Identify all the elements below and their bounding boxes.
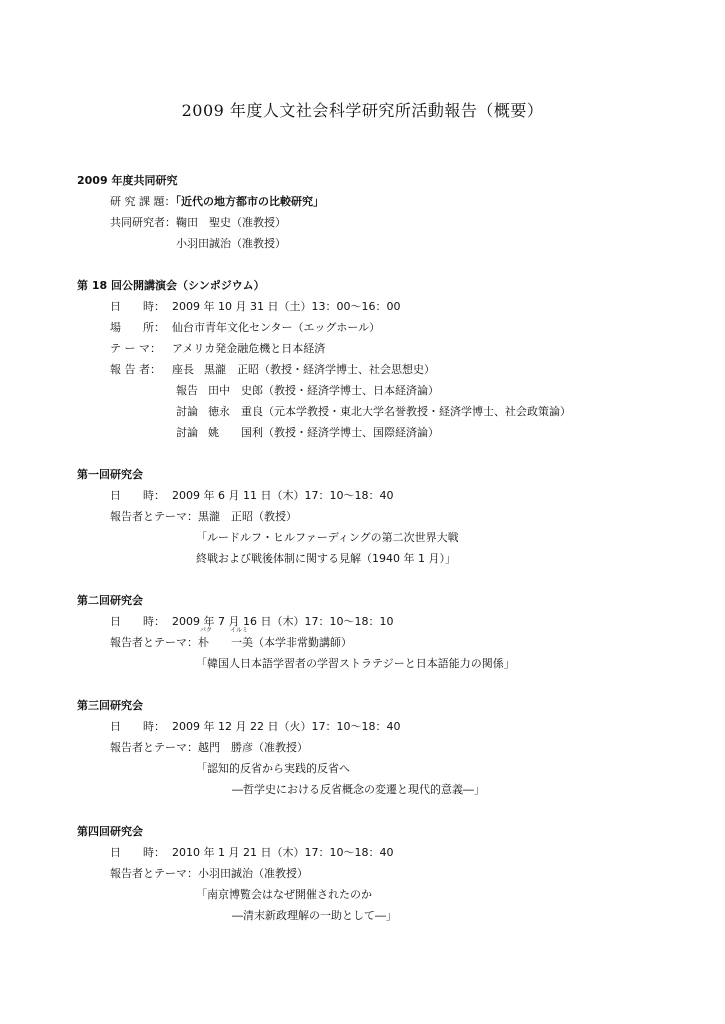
meeting-1-reporter-row xyxy=(110,508,297,524)
reporter-description: （教授・経済学博士、日本経済論） xyxy=(263,384,439,397)
meeting-2-reporter-role: （本学非常勤講師） xyxy=(253,636,352,649)
symposium-reporter-row xyxy=(176,382,439,398)
section-heading-meeting-4: 第四回研究会 xyxy=(77,825,143,838)
meeting-3-theme-line-1: 「認知的反省から実践的反省へ xyxy=(196,762,350,775)
meeting-1-reporter: 黒瀧 正昭（教授） xyxy=(198,510,297,523)
joint-researcher-2: 小羽田誠治（准教授） xyxy=(176,237,286,250)
meeting-4-theme-line-2: ―清末新政理解の一助として―」 xyxy=(232,909,397,922)
meeting-4-theme-line-1: 「南京博覧会はなぜ開催されたのか xyxy=(196,888,372,901)
reporter-description: （元本学教授・東北大学名誉教授・経済学博士、社会政策論） xyxy=(263,405,571,418)
symposium-reporter-row xyxy=(176,424,439,440)
joint-topic: 「近代の地方都市の比較研究」 xyxy=(175,195,324,208)
symposium-date-label: 日 時： xyxy=(110,300,165,313)
joint-topic-row xyxy=(110,193,324,209)
meeting-2-date: 2009 年 7 月 16 日（木）17：10〜18：10 xyxy=(172,615,394,628)
reporter-role: 報告 xyxy=(176,384,198,397)
meeting-4-date-row xyxy=(110,844,393,860)
meeting-1-reporter-label: 報告者とテーマ： xyxy=(110,510,198,523)
meeting-3-reporter: 越門 勝彦（准教授） xyxy=(198,741,308,754)
section-heading-symposium: 第 18 回公開講演会（シンポジウム） xyxy=(77,279,265,292)
section-heading-joint-research: 2009 年度共同研究 xyxy=(77,174,178,187)
meeting-4-reporter-row xyxy=(110,865,308,881)
section-heading-meeting-1: 第一回研究会 xyxy=(77,468,143,481)
symposium-reporter-row xyxy=(110,361,435,377)
meeting-4-reporter-label: 報告者とテーマ： xyxy=(110,867,198,880)
meeting-4-reporter: 小羽田誠治（准教授） xyxy=(198,867,308,880)
reporter-name: 黒瀧 正昭 xyxy=(204,363,259,376)
section-heading-meeting-3: 第三回研究会 xyxy=(77,699,143,712)
symposium-theme: アメリカ発金融危機と日本経済 xyxy=(172,342,326,355)
meeting-3-date-label: 日 時： xyxy=(110,720,165,733)
meeting-1-date-row xyxy=(110,487,393,503)
reporter-name: 田中 史郎 xyxy=(208,384,263,397)
meeting-4-date: 2010 年 1 月 21 日（木）17：10〜18：40 xyxy=(172,846,394,859)
meeting-2-date-row xyxy=(110,613,393,629)
meeting-2-date-label: 日 時： xyxy=(110,615,165,628)
reporter-description: （教授・経済学博士、社会思想史） xyxy=(259,363,435,376)
meeting-2-reporter-label: 報告者とテーマ： xyxy=(110,636,198,649)
meeting-3-theme-line-2: ―哲学史における反省概念の変遷と現代的意義―」 xyxy=(232,783,485,796)
meeting-2-reporter-name: 朴 一美 xyxy=(198,636,253,649)
meeting-2-theme: 「韓国人日本語学習者の学習ストラテジーと日本語能力の関係」 xyxy=(196,657,515,670)
symposium-theme-row xyxy=(110,340,325,356)
symposium-date-row xyxy=(110,298,400,314)
meeting-1-date-label: 日 時： xyxy=(110,489,165,502)
meeting-2-reporter-name-with-ruby xyxy=(198,627,253,650)
section-heading-meeting-2: 第二回研究会 xyxy=(77,594,143,607)
reporter-role: 討論 xyxy=(176,405,198,418)
symposium-date: 2009 年 10 月 31 日（土）13：00〜16：00 xyxy=(172,300,401,313)
meeting-1-date: 2009 年 6 月 11 日（木）17：10〜18：40 xyxy=(172,489,394,502)
meeting-4-date-label: 日 時： xyxy=(110,846,165,859)
symposium-theme-label: テ ー マ： xyxy=(110,342,161,355)
meeting-1-theme-line-2: 終戦および戦後体制に関する見解（1940 年 1 月）」 xyxy=(196,552,456,565)
reporter-role: 座長 xyxy=(172,363,194,376)
meeting-3-date-row xyxy=(110,718,400,734)
symposium-place: 仙台市青年文化センター（エッグホール） xyxy=(172,321,381,334)
meeting-1-theme-line-1: 「ルードルフ・ヒルファーディングの第二次世界大戦 xyxy=(196,531,459,544)
meeting-2-reporter-row xyxy=(110,627,352,650)
joint-researcher-1: 鞠田 聖史（准教授） xyxy=(176,216,286,229)
reporter-name: 徳永 重良 xyxy=(208,405,263,418)
symposium-reporter-label: 報 告 者： xyxy=(110,363,161,376)
meeting-3-reporter-row xyxy=(110,739,308,755)
symposium-place-label: 場 所： xyxy=(110,321,165,334)
reporter-name: 姚 国利 xyxy=(208,426,263,439)
reporter-role: 討論 xyxy=(176,426,198,439)
joint-topic-label: 研 究 課 題： xyxy=(110,195,176,208)
symposium-reporter-row xyxy=(176,403,571,419)
meeting-3-date: 2009 年 12 月 22 日（火）17：10〜18：40 xyxy=(172,720,401,733)
joint-researchers-row xyxy=(110,214,286,230)
reporter-description: （教授・経済学博士、国際経済論） xyxy=(263,426,439,439)
joint-researchers-label: 共同研究者： xyxy=(110,216,176,229)
meeting-3-reporter-label: 報告者とテーマ： xyxy=(110,741,198,754)
symposium-place-row xyxy=(110,319,380,335)
meeting-2-reporter-ruby: パク イルミ xyxy=(200,627,249,634)
page-title: 2009 年度人文社会科学研究所活動報告（概要） xyxy=(181,101,544,120)
